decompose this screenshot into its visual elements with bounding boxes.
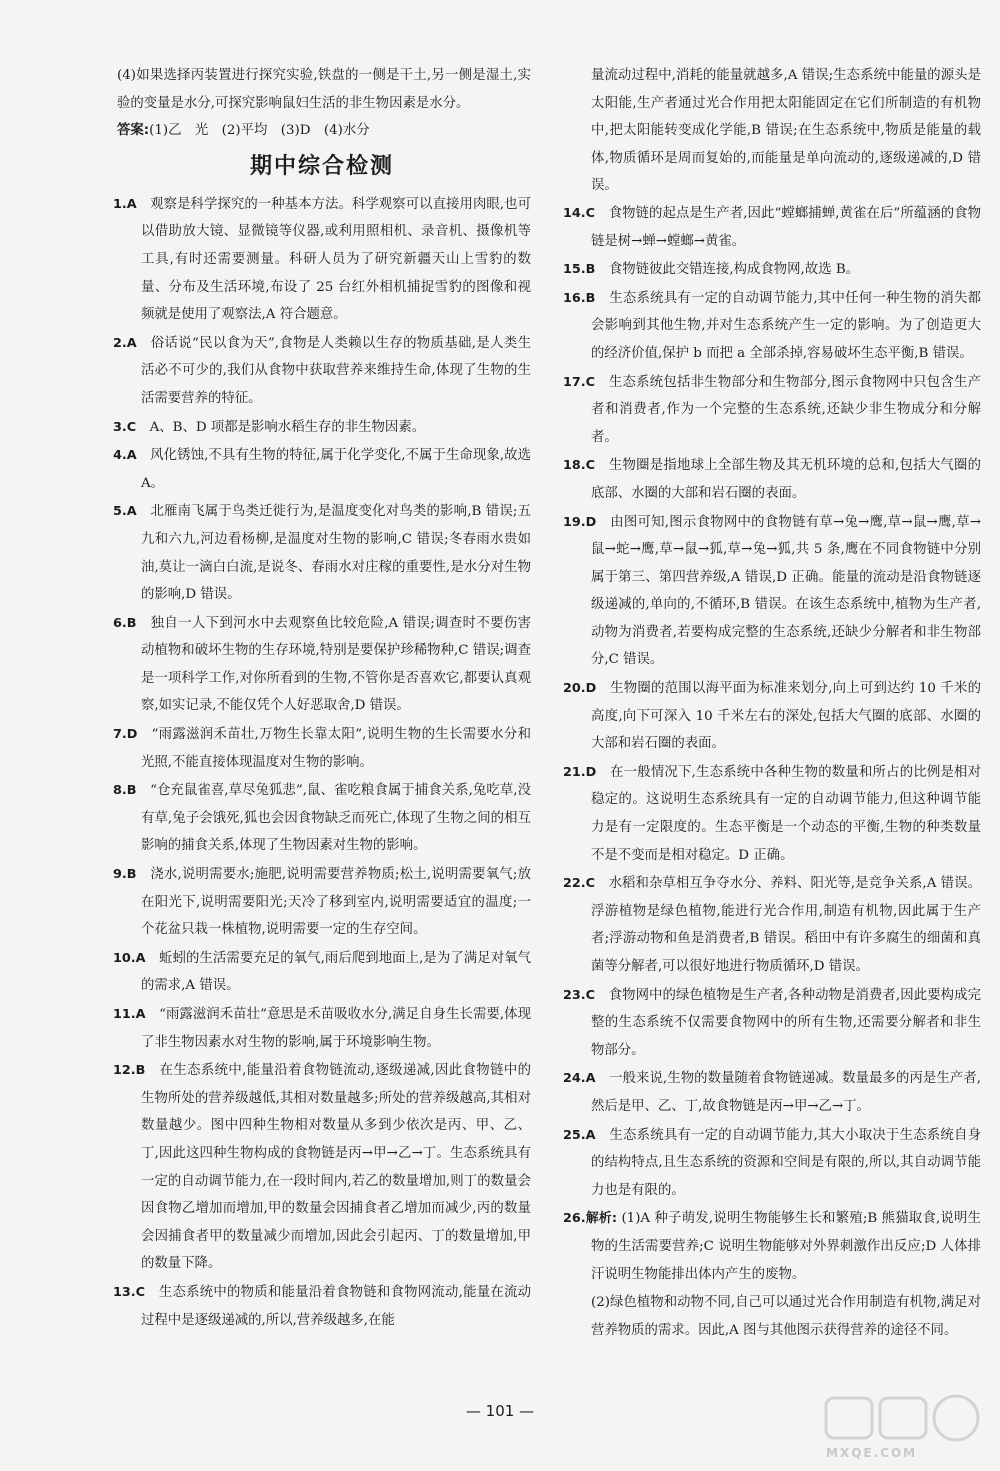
entry-number: 12.B <box>113 1063 146 1079</box>
entry-text: A、B、D 项都是影响水稻生存的非生物因素。 <box>149 419 426 435</box>
answer-entry <box>563 369 981 452</box>
entry-number: 20.D <box>563 681 597 697</box>
entry-number: 9.B <box>113 867 137 883</box>
answer-entry <box>113 945 531 1000</box>
right-entries <box>563 200 981 1344</box>
entry-text: 俗话说“民以食为天”,食物是人类赖以生存的物质基础,是人类生活必不可少的,我们从食物中获取营养来维持生命,体现了生物的生活需要营养的特征。 <box>141 335 532 406</box>
q4-explanation: (4)如果选择丙装置进行探究实验,铁盘的一侧是干土,另一侧是湿土,实验的变量是水分,可探究影响鼠妇生活的非生物因素是水分。 <box>117 68 531 111</box>
answer-entry <box>113 191 531 329</box>
entry-number: 25.A <box>563 1127 596 1143</box>
answer-entry <box>113 777 531 860</box>
entry-text: 生物圈的范围以海平面为标准来划分,向上可到达约 10 千米的高度,向下可深入 10 千米左右的深处,包括大气圈的底部、水圈的大部和岩石圈的表面。 <box>591 681 981 752</box>
entry-number: 22.C <box>563 876 596 892</box>
answer-entry <box>113 1057 531 1278</box>
answer-entry <box>563 1205 981 1288</box>
answer-entry <box>113 610 531 720</box>
entry-number: 1.A <box>113 196 137 212</box>
entry-text: (1)A 种子萌发,说明生物能够生长和繁殖;B 熊猫取食,说明生物的生活需要营养;C 说明生物能够对外界刺激作出反应;D 人体排汗说明生物能排出体内产生的废物。 <box>591 1211 982 1282</box>
answer-entry <box>113 414 531 442</box>
right-column <box>563 62 981 1344</box>
entry-number: 24.A <box>563 1071 596 1087</box>
entry-number: 17.C <box>563 374 596 390</box>
answer-entry <box>113 721 531 776</box>
answer-entry <box>563 452 981 507</box>
entry-number: 4.A <box>113 448 137 464</box>
answer-entry <box>563 509 981 675</box>
entry-text: 观察是科学探究的一种基本方法。科学观察可以直接用肉眼,也可以借助放大镜、显微镜等仪器,或利用照相机、录音机、摄像机等工具,有时还需要测量。科研人员为了研究新疆天山上雪豹的数量、分布及生活环境,布设了 25 台红外相机捕捉雪豹的图像和视频就是使用了观察法,A 符合题意。 <box>141 196 531 323</box>
answer-entry <box>563 256 981 284</box>
answer-entry <box>113 861 531 944</box>
answer-entry <box>563 870 981 980</box>
entry-number: 3.C <box>113 419 137 435</box>
entry-number: 2.A <box>113 335 137 351</box>
entry-number: 21.D <box>563 764 597 780</box>
answer-entry <box>113 442 531 497</box>
entry-number: 18.C <box>563 458 596 474</box>
entry-text: 独自一人下到河水中去观察鱼比较危险,A 错误;调查时不要伤害动植物和破坏生物的生存环境,特别是要保护珍稀物种,C 错误;调查是一项科学工作,对你所看到的生物,不管你是否喜欢它,都要认真观察,如实记录,不能仅凭个人好恶取舍,D 错误。 <box>141 615 532 714</box>
answer-entry <box>563 675 981 758</box>
answer-entry <box>113 1001 531 1056</box>
entry-text: 风化锈蚀,不具有生物的特征,属于化学变化,不属于生命现象,故选 A。 <box>141 448 532 491</box>
left-entries <box>113 191 531 1334</box>
watermark-text: MXQE.COM <box>826 1446 918 1460</box>
left-column <box>113 62 531 1335</box>
entry-number: 14.C <box>563 205 596 221</box>
entry-text: 生态系统具有一定的自动调节能力,其大小取决于生态系统自身的结构特点,且生态系统的资源和空间是有限的,所以,其自动调节能力也是有限的。 <box>591 1127 981 1198</box>
entry-number: 6.B <box>113 615 137 631</box>
entry-text: 食物链的起点是生产者,因此“螳螂捕蝉,黄雀在后”所蕴涵的食物链是树→蝉→螳螂→黄雀。 <box>591 205 982 249</box>
entry-text: 浇水,说明需要水;施肥,说明需要营养物质;松土,说明需要氧气;放在阳光下,说明需要阳光;天冷了移到室内,说明需要适宜的温度;一个花盆只栽一株植物,说明需要一定的生存空间。 <box>141 867 531 938</box>
answer-entry <box>563 982 981 1065</box>
entry-number: 19.D <box>563 514 597 530</box>
entry-text: 食物网中的绿色植物是生产者,各种动物是消费者,因此要构成完整的生态系统不仅需要食物网中的所有生物,还需要分解者和非生物部分。 <box>591 987 982 1058</box>
entry-text: 生态系统包括非生物部分和生物部分,图示食物网中只包含生产者和消费者,作为一个完整的生态系统,还缺少非生物成分和分解者。 <box>591 374 981 445</box>
entry-text: “雨露滋润禾苗壮,万物生长靠太阳”,说明生物的生长需要水分和光照,不能直接体现温度对生物的影响。 <box>141 727 532 770</box>
answer-entry <box>563 200 981 255</box>
entry-number: 13.C <box>113 1284 146 1300</box>
entry-text: 一般来说,生物的数量随着食物链递减。数量最多的丙是生产者,然后是甲、乙、丁,故食物链是丙→甲→乙→丁。 <box>591 1071 982 1114</box>
answer-entry <box>563 759 981 869</box>
entry-text: 生态系统具有一定的自动调节能力,其中任何一种生物的消失都会影响到其他生物,并对生态系统产生一定的影响。为了创造更大的经济价值,保护 b 而把 a 全部杀掉,容易破坏生态平衡,B 错误。 <box>591 290 982 361</box>
entry-text: “雨露滋润禾苗壮”意思是禾苗吸收水分,满足自身生长需要,体现了非生物因素水对生物的影响,属于环境影响生物。 <box>141 1007 532 1050</box>
entry-text: 水稻和杂草相互争夺水分、养料、阳光等,是竞争关系,A 错误。浮游植物是绿色植物,能进行光合作用,制造有机物,因此属于生产者;浮游动物和鱼是消费者,B 错误。稻田中有许多腐生的细菌和真菌等分解者,可以很好地进行物质循环,D 错误。 <box>591 876 981 974</box>
entry-number: 7.D <box>113 727 138 743</box>
entry-text: 蚯蚓的生活需要充足的氧气,雨后爬到地面上,是为了满足对氧气的需求,A 错误。 <box>141 950 532 994</box>
answer-entry <box>563 285 981 368</box>
answer-line <box>113 117 531 145</box>
entry-number: 11.A <box>113 1007 146 1022</box>
entry-number: 5.A <box>113 504 137 520</box>
entry-text: 食物链彼此交错连接,构成食物网,故选 B。 <box>608 262 860 278</box>
entry-number: 26.解析: <box>563 1211 617 1227</box>
entry-number: 8.B <box>113 783 137 799</box>
entry-number: 16.B <box>563 290 596 306</box>
entry-text: 在生态系统中,能量沿着食物链流动,逐级递减,因此食物链中的生物所处的营养级越低,其相对数量越多;所处的营养级越高,其相对数量越少。图中四种生物相对数量从多到少依次是丙、甲、乙、丁,因此这四种生物构成的食物链是丙→甲→乙→丁。生态系统具有一定的自动调节能力,在一段时间内,若乙的数量增加,则丁的数量会因食物乙增加而增加,甲的数量会因捕食者乙增加而减少,丙的数量会因捕食者甲的数量减少而增加,因此会引起丙、丁的数量增加,甲的数量下降。 <box>141 1063 531 1272</box>
entry-13-continuation: 量流动过程中,消耗的能量就越多,A 错误;生态系统中能量的源头是太阳能,生产者通过光合作用把太阳能固定在它们所制造的有机物中,把太阳能转变成化学能,B 错误;在生态系统中,物质是能量的载体,物质循环是周而复始的,而能量是单向流动的,逐级递减的,D 错误。 <box>591 68 981 194</box>
entry-text: 生态系统中的物质和能量沿着食物链和食物网流动,能量在流动过程中是逐级递减的,所以,营养级越多,在能 <box>141 1284 531 1328</box>
entry-number: 15.B <box>563 262 596 278</box>
entry-text: “仓充鼠雀喜,草尽兔狐悲”,鼠、雀吃粮食属于捕食关系,兔吃草,没有草,兔子会饿死,狐也会因食物缺乏而死亡,体现了生物之间的相互影响的捕食关系,体现了生物因素对生物的影响。 <box>141 783 531 854</box>
entry-text: 北雁南飞属于鸟类迁徙行为,是温度变化对鸟类的影响,B 错误;五九和六九,河边看杨柳,是温度对生物的影响,C 错误;冬春雨水贵如油,莫让一滴白白流,是说冬、春雨水对庄稼的重要性,是水分对生物的影响,D 错误。 <box>141 504 532 603</box>
section-title: 期中综合检测 <box>249 153 394 179</box>
answer-entry <box>563 1065 981 1120</box>
page-number: — 101 — <box>465 1402 535 1420</box>
entry-text: 由图可知,图示食物网中的食物链有草→兔→鹰,草→鼠→鹰,草→鼠→蛇→鹰,草→鼠→狐,草→兔→狐,共 5 条,鹰在不同食物链中分别属于第三、第四营养级,A 错误,D 正确。能量的流动是沿食物链逐级递减的,单向的,不循环,B 错误。在该生态系统中,植物为生产者,动物为消费者,若要构成完整的生态系统,还缺少分解者和非生物部分,C 错误。 <box>591 514 982 668</box>
entry-number: 10.A <box>113 950 146 966</box>
answer-entry <box>563 1122 981 1205</box>
answer-entry <box>113 330 531 413</box>
entry-text: 生物圈是指地球上全部生物及其无机环境的总和,包括大气圈的底部、水圈的大部和岩石圈的表面。 <box>591 458 981 501</box>
answer-label: 答案: <box>117 123 150 139</box>
entry-text: 在一般情况下,生态系统中各种生物的数量和所占的比例是相对稳定的。这说明生态系统具有一定的自动调节能力,但这种调节能力是有一定限度的。生态平衡是一个动态的平衡,生物的种类数量不是不变而是相对稳定。D 正确。 <box>591 764 982 863</box>
answer-entry <box>113 498 531 608</box>
answer-text: (1)乙 光 (2)平均 (3)D (4)水分 <box>149 123 370 139</box>
entry-number: 23.C <box>563 987 596 1003</box>
entry-26-part2: (2)绿色植物和动物不同,自己可以通过光合作用制造有机物,满足对营养物质的需求。因此,A 图与其他图示获得营养的途径不同。 <box>591 1295 981 1338</box>
answer-entry <box>113 1279 531 1334</box>
